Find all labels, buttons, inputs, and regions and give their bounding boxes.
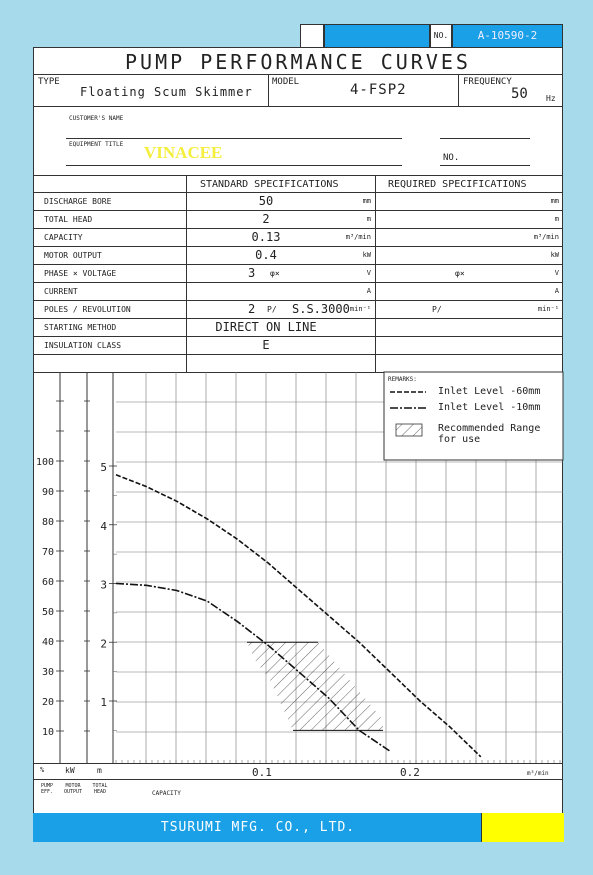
- customer-label: CUSTOMER'S NAME: [69, 115, 124, 122]
- spec-row-value: 0.13: [251, 230, 281, 244]
- footer-yellow-box: [481, 813, 564, 842]
- spec-row-label: POLES / REVOLUTION: [44, 305, 131, 314]
- head-caption: TOTAL HEAD: [92, 783, 108, 795]
- spec-row-label: MOTOR OUTPUT: [44, 251, 102, 260]
- spec-row-label: TOTAL HEAD: [44, 215, 93, 224]
- page-title: PUMP PERFORMANCE CURVES: [125, 50, 471, 74]
- head-tick-label: 3: [100, 578, 107, 592]
- frequency-unit: Hz: [546, 94, 556, 103]
- eff-caption: PUMP EFF.: [40, 783, 54, 795]
- spec-row-unit: A: [366, 287, 371, 295]
- eff-tick-label: 30: [41, 667, 54, 678]
- spec-row-unit: mm: [362, 197, 371, 205]
- frequency-value: 50: [511, 86, 528, 102]
- eff-unit: %: [40, 766, 45, 774]
- spec-row-value: 2: [262, 212, 270, 226]
- legend-range-label: Recommended Range: [438, 423, 541, 434]
- req-row-unit: mm: [550, 197, 559, 205]
- spec-row-label: DISCHARGE BORE: [44, 197, 112, 206]
- x-axis-caption: CAPACITY: [152, 790, 181, 797]
- head-tick-label: 4: [100, 519, 107, 533]
- legend-range-swatch: [396, 424, 422, 436]
- legend-line1-label: Inlet Level -60mm: [438, 386, 541, 397]
- spec-row-mid: P/: [267, 305, 277, 314]
- x-axis-unit: m³/min: [527, 770, 549, 777]
- legend-line2-label: Inlet Level -10mm: [438, 402, 541, 413]
- req-row-unit: m: [554, 215, 559, 223]
- type-value: Floating Scum Skimmer: [80, 85, 253, 99]
- req-row-unit: min⁻¹: [537, 305, 559, 313]
- spec-row-label: CURRENT: [44, 287, 78, 296]
- eff-tick-label: 20: [41, 697, 54, 708]
- x-tick-0.2: 0.2: [400, 766, 420, 779]
- spec-row-value: E: [262, 338, 270, 352]
- eff-tick-label: 40: [41, 637, 54, 648]
- spec-row-unit: m: [366, 215, 371, 223]
- head-tick-label: 2: [100, 637, 107, 651]
- equipment-no-label: NO.: [443, 153, 460, 163]
- spec-row-mid: φ×: [270, 269, 280, 278]
- type-label: TYPE: [38, 77, 60, 87]
- spec-row-value: 0.4: [255, 248, 277, 262]
- eff-tick-label: 100: [35, 457, 54, 468]
- doc-no-label: NO.: [430, 24, 452, 48]
- spec-row-value: 3: [248, 266, 256, 280]
- x-tick-0.1: 0.1: [252, 766, 272, 779]
- kw-unit: kW: [65, 766, 75, 775]
- model-value: 4-FSP2: [350, 82, 407, 98]
- req-row-unit: kW: [550, 251, 559, 259]
- eff-tick-label: 60: [41, 577, 54, 588]
- eff-tick-label: 90: [41, 487, 54, 498]
- req-row-mid: φ×: [455, 269, 465, 278]
- company-name: TSURUMI MFG. CO., LTD.: [160, 820, 356, 835]
- doc-number: A-10590-2: [452, 24, 563, 48]
- model-label: MODEL: [272, 77, 300, 87]
- spec-row-value: 2: [248, 302, 256, 316]
- eff-tick-label: 10: [41, 727, 54, 738]
- legend-range-label2: for use: [438, 434, 481, 445]
- head-tick-label: 5: [100, 461, 107, 474]
- spec-row-label: PHASE × VOLTAGE: [44, 269, 117, 278]
- spec-row-unit: m³/min: [345, 233, 371, 241]
- spec-row-label: STARTING METHOD: [44, 323, 117, 332]
- eff-tick-label: 50: [41, 607, 54, 618]
- spec-row-unit: min⁻¹: [349, 305, 371, 313]
- req-row-unit: V: [554, 269, 559, 277]
- req-row-mid: P/: [432, 305, 442, 314]
- spec-row-unit: V: [366, 269, 371, 277]
- kw-caption: MOTOR OUTPUT: [63, 783, 83, 795]
- remarks-label: REMARKS:: [388, 376, 417, 383]
- req-row-unit: A: [554, 287, 559, 295]
- spec-row-label: CAPACITY: [44, 233, 83, 242]
- spec-row-label: INSULATION CLASS: [44, 341, 122, 350]
- head-unit: m: [97, 766, 102, 775]
- head-tick-label: 1: [100, 696, 107, 709]
- equipment-value: VINACEE: [144, 143, 223, 162]
- equipment-label: EQUIPMENT TITLE: [69, 141, 124, 148]
- spec-row-value: DIRECT ON LINE: [215, 320, 317, 334]
- req-spec-header: REQUIRED SPECIFICATIONS: [388, 179, 527, 190]
- eff-tick-label: 80: [41, 517, 54, 528]
- std-spec-header: STANDARD SPECIFICATIONS: [200, 179, 339, 190]
- spec-row-value2: S.S.3000: [292, 302, 350, 316]
- spec-row-unit: kW: [362, 251, 371, 259]
- eff-tick-label: 70: [41, 547, 54, 558]
- spec-row-value: 50: [258, 194, 274, 208]
- frequency-label: FREQUENCY: [463, 77, 512, 87]
- req-row-unit: m³/min: [533, 233, 559, 241]
